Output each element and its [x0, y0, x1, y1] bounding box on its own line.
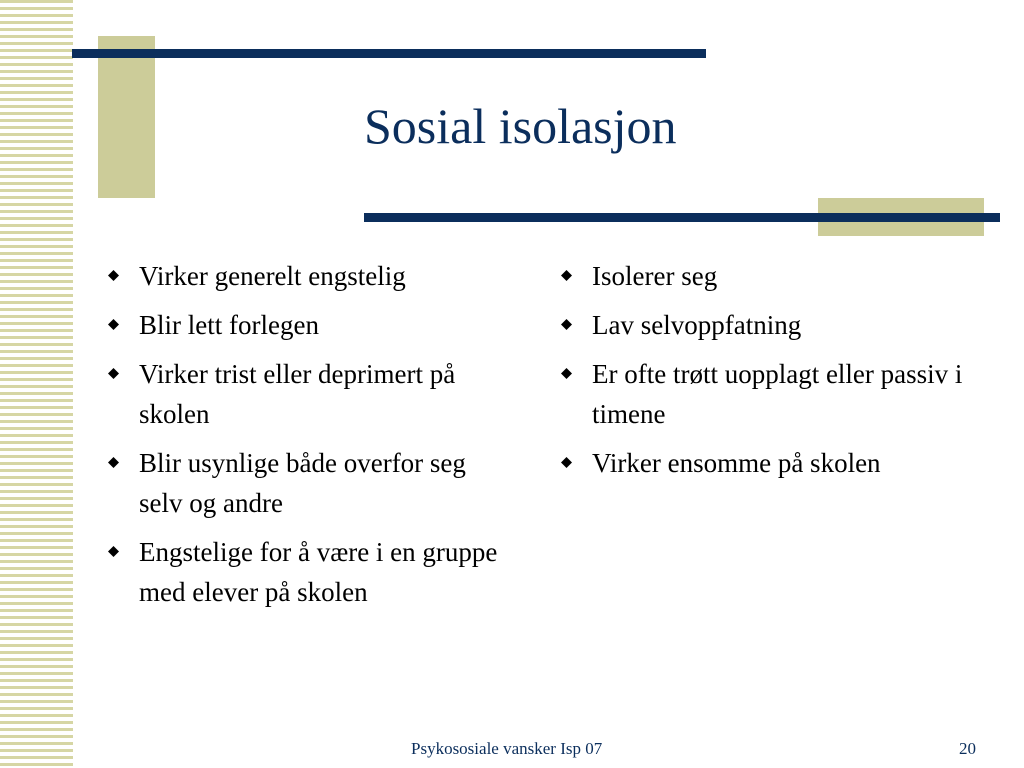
list-item [104, 256, 514, 296]
bullet-text: Virker trist eller deprimert på skolen [139, 359, 456, 429]
list-item [557, 305, 997, 345]
right-bullet-list [557, 256, 997, 492]
bullet-text: Blir lett forlegen [139, 310, 319, 340]
slide-title: Sosial isolasjon [364, 98, 677, 154]
diamond-bullet-icon [561, 319, 572, 330]
diamond-bullet-icon [108, 546, 119, 557]
left-bullet-list [104, 256, 514, 621]
diamond-bullet-icon [561, 457, 572, 468]
list-item [104, 305, 514, 345]
diamond-bullet-icon [108, 368, 119, 379]
list-item [104, 443, 514, 523]
list-item [557, 256, 997, 296]
decorative-tan-block-left [98, 36, 155, 198]
bullet-text: Virker generelt engstelig [139, 261, 406, 291]
list-item [557, 354, 997, 434]
decorative-stripe-strip [0, 0, 73, 768]
bullet-text: Isolerer seg [592, 261, 718, 291]
bullet-text: Er ofte trøtt uopplagt eller passiv i timene [592, 359, 963, 429]
diamond-bullet-icon [561, 368, 572, 379]
list-item [104, 354, 514, 434]
bullet-text: Engstelige for å være i en gruppe med elever på skolen [139, 537, 498, 607]
list-item [104, 532, 514, 612]
decorative-top-rule [72, 49, 706, 58]
diamond-bullet-icon [108, 319, 119, 330]
diamond-bullet-icon [108, 457, 119, 468]
page-number: 20 [959, 739, 976, 758]
diamond-bullet-icon [561, 270, 572, 281]
bullet-text: Virker ensomme på skolen [592, 448, 881, 478]
diamond-bullet-icon [108, 270, 119, 281]
bullet-text: Lav selvoppfatning [592, 310, 802, 340]
footer-text: Psykososiale vansker Isp 07 [411, 739, 603, 758]
list-item [557, 443, 997, 483]
bullet-text: Blir usynlige både overfor seg selv og andre [139, 448, 466, 518]
decorative-bottom-rule [364, 213, 1000, 222]
